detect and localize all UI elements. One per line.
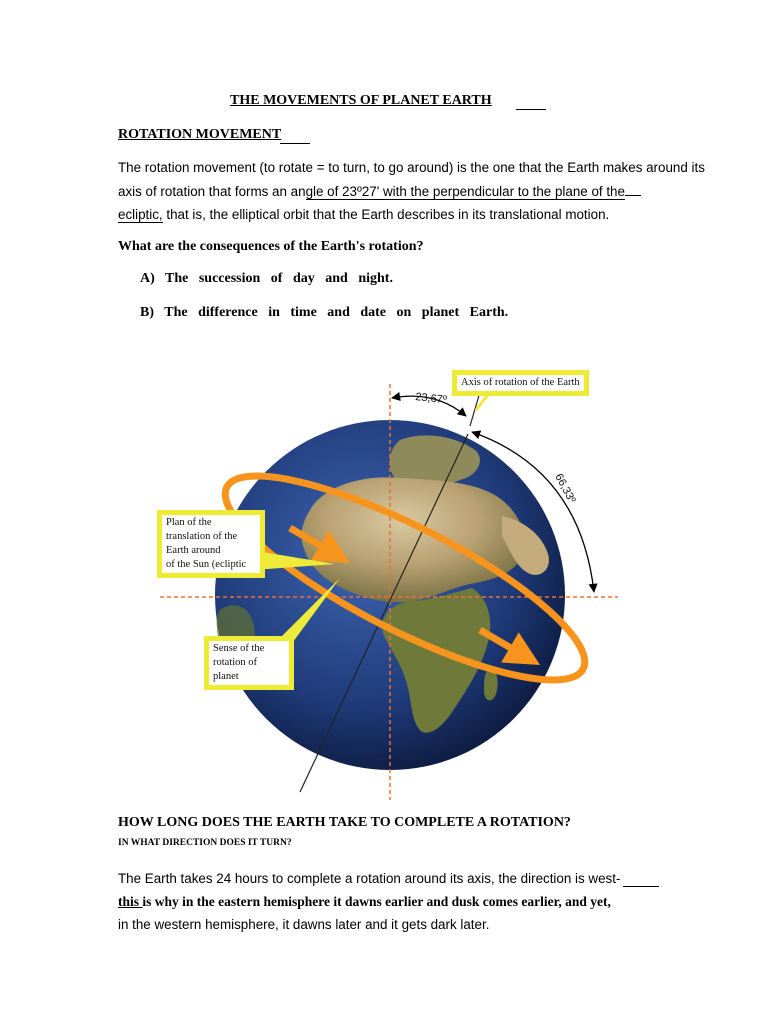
underlined-text: gle of 23º27' with the perpendicular to the plane of the [305, 184, 625, 199]
paragraph-line [118, 207, 609, 222]
angle-large-label: 66,33º [552, 471, 578, 506]
axis-of-rotation-label: Axis of rotation of the Earth [455, 373, 586, 393]
paragraph-text: is why in the eastern hemisphere it dawns earlier and dusk comes earlier, and yet, [142, 894, 611, 909]
question-heading: What are the consequences of the Earth's rotation? [118, 239, 424, 254]
question2-subheading: IN WHAT DIRECTION DOES IT TURN? [118, 838, 292, 848]
paragraph-underline-trail [623, 871, 659, 887]
title-underline-trail [516, 93, 546, 110]
list-item: A) The succession of day and night. [140, 271, 393, 286]
paragraph-line: The rotation movement (to rotate = to turn, to go around) is the one that the Earth makes around its [118, 160, 705, 175]
section-heading: ROTATION MOVEMENT [118, 127, 282, 142]
earth-rotation-figure [150, 370, 630, 810]
rotation-sense-label: Sense of the rotation of planet [207, 639, 291, 687]
earth-diagram [150, 370, 630, 810]
paragraph-line [118, 184, 641, 199]
list-item: B) The difference in time and date on planet Earth. [140, 305, 509, 320]
question2-heading: HOW LONG DOES THE EARTH TAKE TO COMPLETE A ROTATION? [118, 815, 571, 830]
section-underline-trail [280, 127, 310, 144]
ecliptic-plane-label: Plan of the translation of the Earth around of the Sun (ecliptic [160, 513, 262, 575]
angle-small-label: 23,67º [414, 391, 448, 407]
underlined-text: ecliptic, [118, 207, 163, 222]
paragraph-text: that is, the elliptical orbit that the Earth describes in its translational motion. [162, 207, 610, 222]
document-title: THE MOVEMENTS OF PLANET EARTH [230, 93, 492, 108]
paragraph-line: The Earth takes 24 hours to complete a rotation around its axis, the direction is west- [118, 871, 621, 886]
paragraph-line [118, 894, 611, 910]
underlined-text: this [118, 894, 143, 909]
paragraph-line: in the western hemisphere, it dawns later and it gets dark later. [118, 917, 490, 932]
paragraph-text: axis of rotation that forms an an [118, 184, 306, 199]
axis-label-pointer [476, 392, 490, 410]
